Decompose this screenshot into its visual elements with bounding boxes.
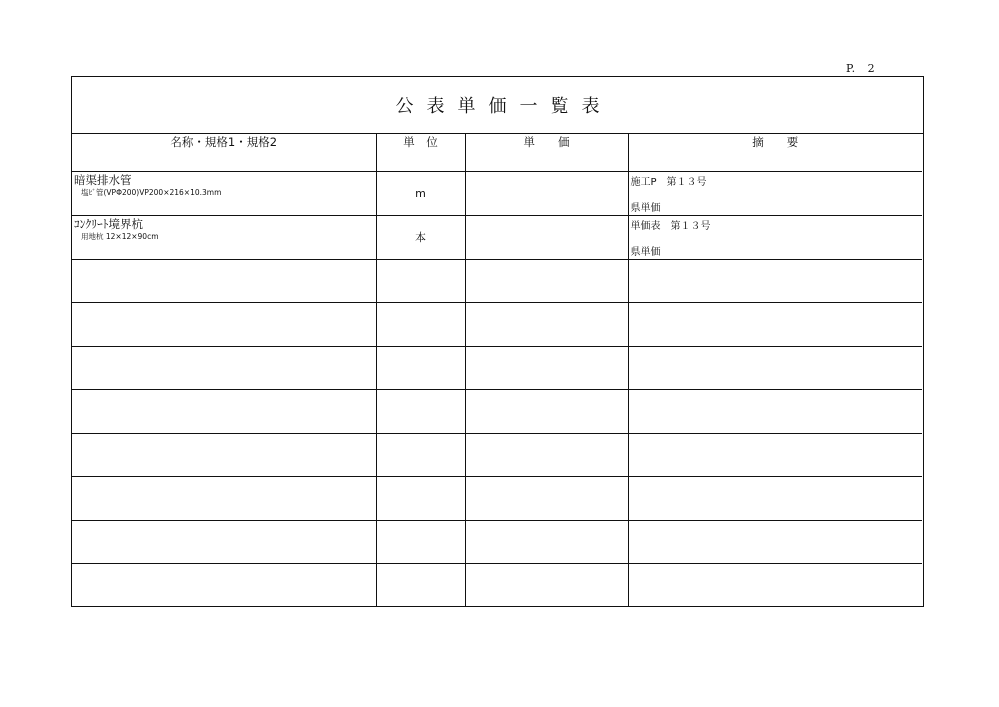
- price-cell: [465, 564, 628, 608]
- summary-cell: [628, 303, 922, 347]
- price-cell: [465, 259, 628, 303]
- title-row: [72, 77, 923, 134]
- unit-cell: [376, 477, 465, 521]
- item-spec: 用地杭 12×12×90cm: [81, 231, 159, 241]
- summary-cell: [628, 390, 922, 434]
- column-header-name: 名称・規格1・規格2: [72, 134, 376, 171]
- summary-reference: 単価表 第１３号: [630, 220, 711, 232]
- summary-cell: [628, 477, 922, 521]
- page-number: P. 2: [846, 62, 876, 75]
- unit-cell: m: [376, 171, 465, 215]
- empty-table-row: [72, 520, 922, 564]
- empty-table-row: [72, 390, 922, 434]
- price-cell: [465, 433, 628, 477]
- price-cell: [465, 477, 628, 521]
- name-cell: [72, 433, 376, 477]
- empty-table-row: [72, 433, 922, 477]
- unit-cell: [376, 564, 465, 608]
- summary-cell: [628, 171, 922, 215]
- unit-price-sheet: [71, 76, 924, 607]
- name-cell: [72, 215, 376, 259]
- summary-cell: [628, 520, 922, 564]
- name-cell: [72, 303, 376, 347]
- name-cell: [72, 346, 376, 390]
- empty-table-row: [72, 477, 922, 521]
- summary-source: 県単価: [630, 246, 661, 258]
- unit-cell: [376, 390, 465, 434]
- item-spec: 塩ﾋﾞ管(VPΦ200)VP200×216×10.3mm: [81, 187, 222, 197]
- empty-rows: [72, 259, 922, 607]
- item-name: 暗渠排水管: [74, 172, 132, 187]
- summary-cell: [628, 346, 922, 390]
- unit-price-table: [72, 134, 922, 607]
- name-cell: [72, 520, 376, 564]
- empty-table-row: [72, 564, 922, 608]
- header-row: [72, 134, 922, 171]
- table-row: [72, 215, 922, 259]
- price-cell: [465, 171, 628, 215]
- price-cell: [465, 303, 628, 347]
- summary-cell: [628, 564, 922, 608]
- price-cell: [465, 390, 628, 434]
- name-cell: [72, 477, 376, 521]
- column-header-unit: 単 位: [376, 134, 465, 171]
- unit-cell: [376, 346, 465, 390]
- summary-cell: [628, 433, 922, 477]
- unit-cell: [376, 303, 465, 347]
- price-cell: [465, 215, 628, 259]
- column-header-price: 単 価: [465, 134, 628, 171]
- summary-cell: [628, 259, 922, 303]
- unit-cell: 本: [376, 215, 465, 259]
- unit-cell: [376, 520, 465, 564]
- document-title: 公表単価一覧表: [395, 96, 613, 117]
- summary-source: 県単価: [630, 202, 661, 214]
- name-cell: [72, 259, 376, 303]
- item-name: ｺﾝｸﾘｰﾄ境界杭: [74, 216, 143, 231]
- summary-cell: [628, 215, 922, 259]
- summary-reference: 施工P 第１３号: [630, 176, 707, 188]
- name-cell: [72, 390, 376, 434]
- table-row: [72, 171, 922, 215]
- price-cell: [465, 346, 628, 390]
- empty-table-row: [72, 259, 922, 303]
- empty-table-row: [72, 346, 922, 390]
- price-cell: [465, 520, 628, 564]
- column-header-summary: 摘 要: [628, 134, 922, 171]
- name-cell: [72, 171, 376, 215]
- unit-cell: [376, 433, 465, 477]
- unit-cell: [376, 259, 465, 303]
- empty-table-row: [72, 303, 922, 347]
- name-cell: [72, 564, 376, 608]
